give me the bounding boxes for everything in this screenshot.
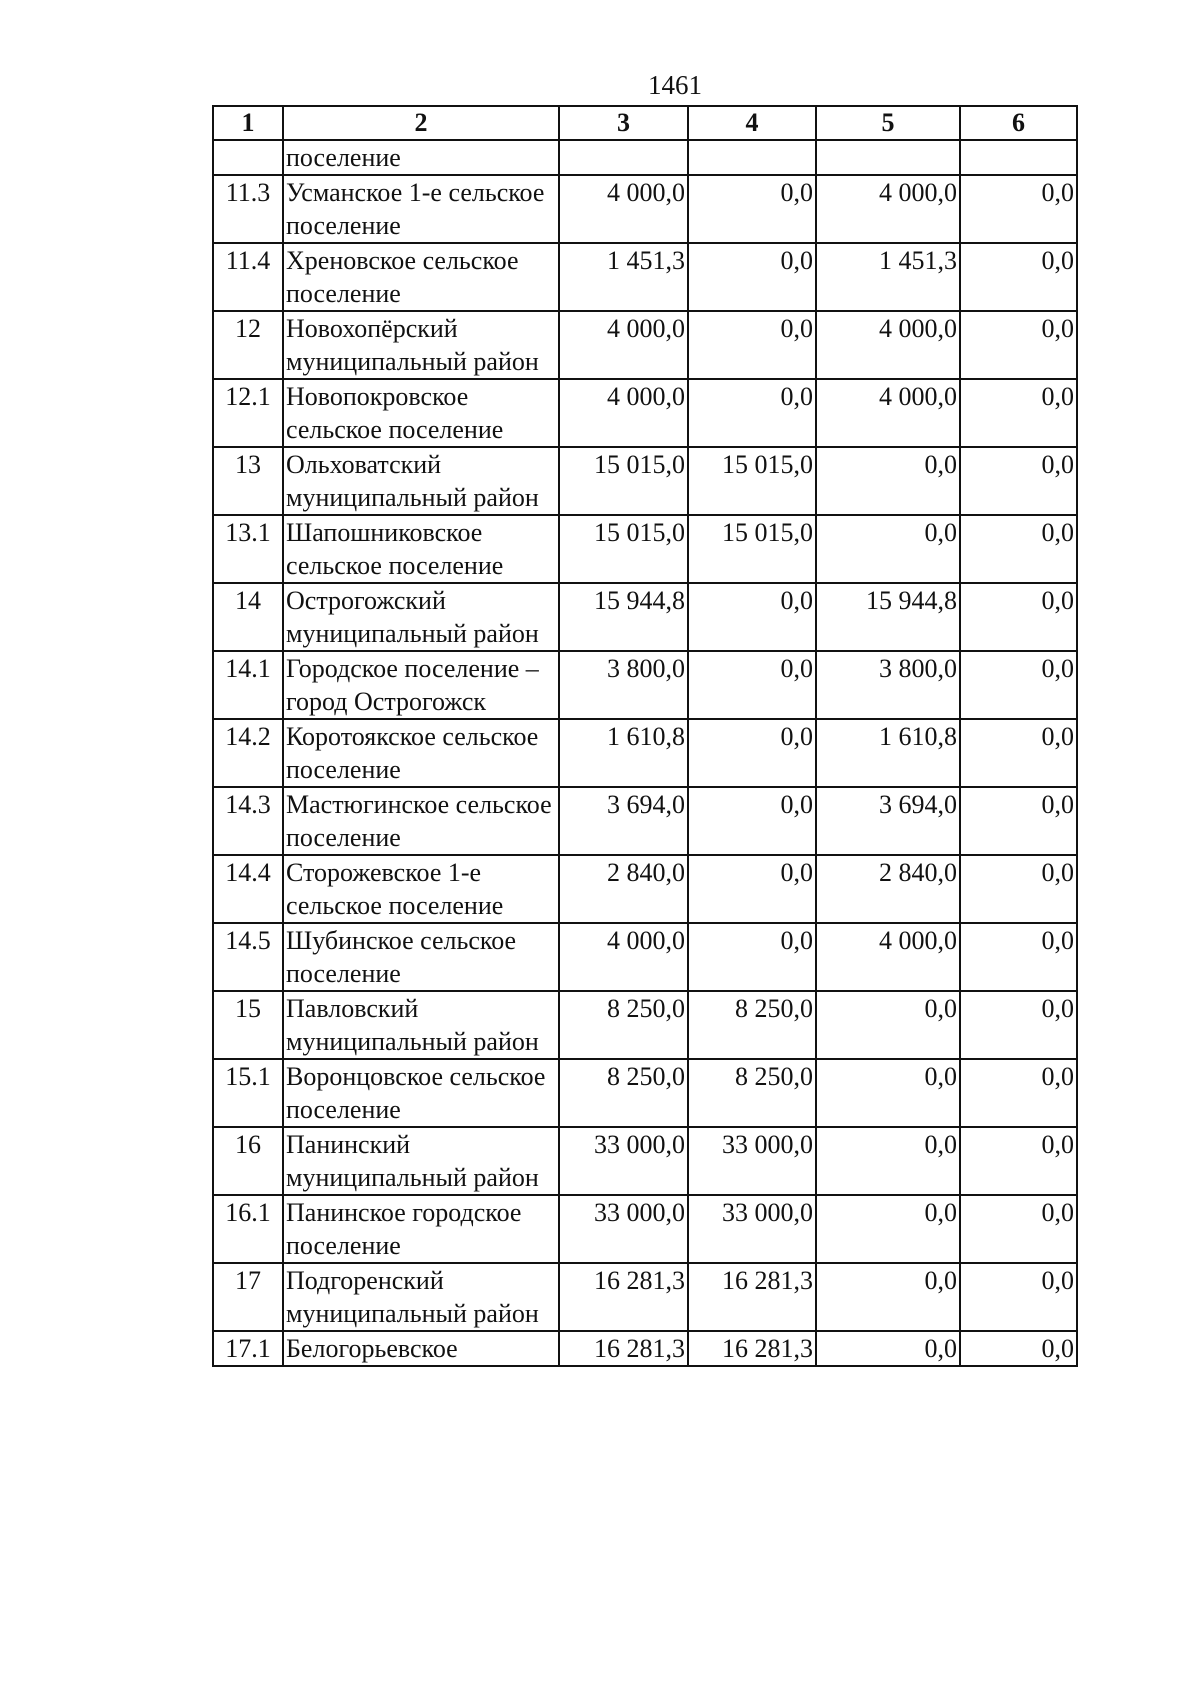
value-col-4: 0,0: [688, 651, 816, 719]
value-col-3: 15 015,0: [559, 447, 688, 515]
header-cell-6: 6: [960, 106, 1077, 140]
value-col-5: 0,0: [816, 1263, 960, 1331]
table-row: [213, 583, 1077, 651]
value-col-3: [559, 140, 688, 175]
value-col-3: 4 000,0: [559, 311, 688, 379]
row-number: 13.1: [213, 515, 283, 583]
value-col-5: 1 610,8: [816, 719, 960, 787]
table-row: [213, 140, 1077, 175]
value-col-4: 0,0: [688, 787, 816, 855]
municipality-name: Сторожевское 1-е сельское поселение: [283, 855, 559, 923]
value-col-5: 15 944,8: [816, 583, 960, 651]
value-col-3: 8 250,0: [559, 1059, 688, 1127]
row-number: 12: [213, 311, 283, 379]
row-number: 14.3: [213, 787, 283, 855]
value-col-6: 0,0: [960, 923, 1077, 991]
value-col-6: 0,0: [960, 175, 1077, 243]
value-col-3: 2 840,0: [559, 855, 688, 923]
value-col-3: 33 000,0: [559, 1127, 688, 1195]
value-col-3: 4 000,0: [559, 175, 688, 243]
table-row: [213, 311, 1077, 379]
header-cell-3: 3: [559, 106, 688, 140]
municipality-name: Белогорьевское: [283, 1331, 559, 1366]
table-row: [213, 991, 1077, 1059]
row-number: 14.2: [213, 719, 283, 787]
value-col-4: 0,0: [688, 175, 816, 243]
header-cell-2: 2: [283, 106, 559, 140]
header-row: [213, 106, 1077, 140]
value-col-6: 0,0: [960, 583, 1077, 651]
value-col-3: 33 000,0: [559, 1195, 688, 1263]
value-col-4: 16 281,3: [688, 1263, 816, 1331]
value-col-5: 2 840,0: [816, 855, 960, 923]
table-row: [213, 923, 1077, 991]
table-row: [213, 1263, 1077, 1331]
value-col-6: 0,0: [960, 651, 1077, 719]
row-number: 17.1: [213, 1331, 283, 1366]
row-number: 12.1: [213, 379, 283, 447]
value-col-5: [816, 140, 960, 175]
municipality-name: Городское поселение – город Острогожск: [283, 651, 559, 719]
value-col-6: 0,0: [960, 855, 1077, 923]
value-col-4: 0,0: [688, 379, 816, 447]
table-row: [213, 379, 1077, 447]
table-row: [213, 447, 1077, 515]
header-cell-4: 4: [688, 106, 816, 140]
municipality-name: Панинский муниципальный район: [283, 1127, 559, 1195]
row-number: 14: [213, 583, 283, 651]
table-row: [213, 787, 1077, 855]
municipality-name: Шубинское сельское поселение: [283, 923, 559, 991]
row-number: 11.4: [213, 243, 283, 311]
municipality-name: Острогожский муниципальный район: [283, 583, 559, 651]
municipality-name: Новопокровское сельское поселение: [283, 379, 559, 447]
value-col-6: [960, 140, 1077, 175]
table-row: [213, 855, 1077, 923]
value-col-4: 33 000,0: [688, 1127, 816, 1195]
value-col-5: 4 000,0: [816, 379, 960, 447]
table-row: [213, 1195, 1077, 1263]
municipality-name: Мастюгинское сельское поселение: [283, 787, 559, 855]
row-number: 13: [213, 447, 283, 515]
municipality-name: Шапошниковское сельское поселение: [283, 515, 559, 583]
value-col-4: 0,0: [688, 719, 816, 787]
municipality-name: Павловский муниципальный район: [283, 991, 559, 1059]
table-row: [213, 1331, 1077, 1366]
row-number: 14.5: [213, 923, 283, 991]
value-col-3: 3 694,0: [559, 787, 688, 855]
row-number: 16.1: [213, 1195, 283, 1263]
row-number: [213, 140, 283, 175]
budget-table: [212, 105, 1078, 1367]
value-col-5: 4 000,0: [816, 311, 960, 379]
value-col-6: 0,0: [960, 447, 1077, 515]
table-row: [213, 515, 1077, 583]
table-row: [213, 243, 1077, 311]
table-row: [213, 1059, 1077, 1127]
value-col-6: 0,0: [960, 1127, 1077, 1195]
value-col-3: 15 015,0: [559, 515, 688, 583]
value-col-6: 0,0: [960, 787, 1077, 855]
municipality-name: Новохопёрский муниципальный район: [283, 311, 559, 379]
table-row: [213, 1127, 1077, 1195]
value-col-5: 0,0: [816, 991, 960, 1059]
value-col-4: 0,0: [688, 923, 816, 991]
value-col-5: 0,0: [816, 515, 960, 583]
value-col-4: 0,0: [688, 311, 816, 379]
value-col-6: 0,0: [960, 1059, 1077, 1127]
value-col-4: 0,0: [688, 243, 816, 311]
value-col-6: 0,0: [960, 379, 1077, 447]
value-col-6: 0,0: [960, 719, 1077, 787]
value-col-4: 16 281,3: [688, 1331, 816, 1366]
value-col-5: 1 451,3: [816, 243, 960, 311]
municipality-name: Ольховатский муниципальный район: [283, 447, 559, 515]
value-col-5: 3 800,0: [816, 651, 960, 719]
value-col-3: 4 000,0: [559, 379, 688, 447]
value-col-6: 0,0: [960, 243, 1077, 311]
value-col-4: 0,0: [688, 855, 816, 923]
page-number: 1461: [648, 70, 702, 100]
table-body: [213, 140, 1077, 1366]
value-col-6: 0,0: [960, 991, 1077, 1059]
value-col-5: 3 694,0: [816, 787, 960, 855]
value-col-5: 0,0: [816, 1127, 960, 1195]
value-col-4: [688, 140, 816, 175]
row-number: 16: [213, 1127, 283, 1195]
value-col-4: 33 000,0: [688, 1195, 816, 1263]
value-col-3: 4 000,0: [559, 923, 688, 991]
row-number: 11.3: [213, 175, 283, 243]
table-row: [213, 651, 1077, 719]
value-col-4: 8 250,0: [688, 991, 816, 1059]
value-col-4: 8 250,0: [688, 1059, 816, 1127]
header-cell-5: 5: [816, 106, 960, 140]
row-number: 15: [213, 991, 283, 1059]
value-col-6: 0,0: [960, 311, 1077, 379]
row-number: 17: [213, 1263, 283, 1331]
value-col-3: 15 944,8: [559, 583, 688, 651]
row-number: 15.1: [213, 1059, 283, 1127]
municipality-name: поселение: [283, 140, 559, 175]
value-col-4: 0,0: [688, 583, 816, 651]
value-col-6: 0,0: [960, 1331, 1077, 1366]
value-col-4: 15 015,0: [688, 447, 816, 515]
value-col-5: 0,0: [816, 1331, 960, 1366]
municipality-name: Панинское городское поселение: [283, 1195, 559, 1263]
table-row: [213, 719, 1077, 787]
municipality-name: Коротоякское сельское поселение: [283, 719, 559, 787]
value-col-3: 3 800,0: [559, 651, 688, 719]
value-col-6: 0,0: [960, 1195, 1077, 1263]
value-col-5: 4 000,0: [816, 923, 960, 991]
value-col-6: 0,0: [960, 1263, 1077, 1331]
row-number: 14.1: [213, 651, 283, 719]
value-col-5: 0,0: [816, 1059, 960, 1127]
municipality-name: Подгоренский муниципальный район: [283, 1263, 559, 1331]
row-number: 14.4: [213, 855, 283, 923]
value-col-3: 1 451,3: [559, 243, 688, 311]
value-col-5: 4 000,0: [816, 175, 960, 243]
municipality-name: Воронцовское сельское поселение: [283, 1059, 559, 1127]
municipality-name: Усманское 1-е сельское поселение: [283, 175, 559, 243]
value-col-6: 0,0: [960, 515, 1077, 583]
municipality-name: Хреновское сельское поселение: [283, 243, 559, 311]
header-cell-1: 1: [213, 106, 283, 140]
value-col-3: 16 281,3: [559, 1263, 688, 1331]
value-col-4: 15 015,0: [688, 515, 816, 583]
value-col-5: 0,0: [816, 1195, 960, 1263]
value-col-3: 16 281,3: [559, 1331, 688, 1366]
value-col-5: 0,0: [816, 447, 960, 515]
value-col-3: 1 610,8: [559, 719, 688, 787]
table-row: [213, 175, 1077, 243]
value-col-3: 8 250,0: [559, 991, 688, 1059]
